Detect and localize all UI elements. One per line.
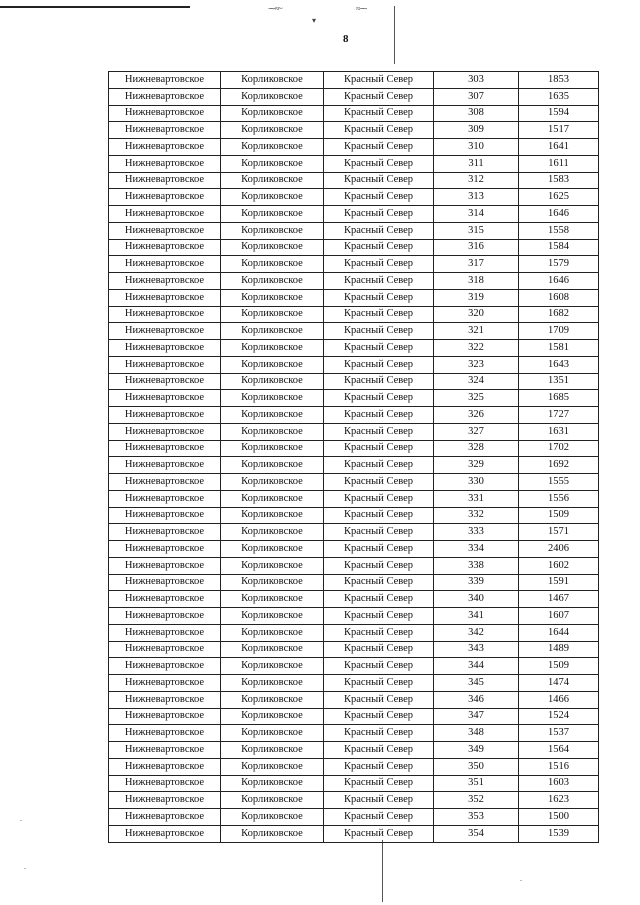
- district-cell: Нижневартовское: [109, 390, 221, 407]
- number-cell: 319: [434, 289, 519, 306]
- value-cell: 1646: [519, 273, 599, 290]
- value-cell: 1466: [519, 691, 599, 708]
- settlement-cell: Красный Север: [324, 155, 434, 172]
- number-cell: 344: [434, 658, 519, 675]
- table-row: [109, 524, 599, 541]
- number-cell: 351: [434, 775, 519, 792]
- value-cell: 1489: [519, 641, 599, 658]
- value-cell: 1692: [519, 457, 599, 474]
- number-cell: 311: [434, 155, 519, 172]
- top-rule: [0, 6, 190, 8]
- table-row: [109, 641, 599, 658]
- settlement-cell: Красный Север: [324, 725, 434, 742]
- number-cell: 326: [434, 407, 519, 424]
- field-cell: Корликовское: [221, 172, 324, 189]
- value-cell: 1702: [519, 440, 599, 457]
- number-cell: 338: [434, 557, 519, 574]
- scan-speck: [24, 868, 26, 869]
- table-row: [109, 708, 599, 725]
- settlement-cell: Красный Север: [324, 624, 434, 641]
- district-cell: Нижневартовское: [109, 172, 221, 189]
- district-cell: Нижневартовское: [109, 591, 221, 608]
- district-cell: Нижневартовское: [109, 407, 221, 424]
- district-cell: Нижневартовское: [109, 624, 221, 641]
- field-cell: Корликовское: [221, 591, 324, 608]
- value-cell: 1509: [519, 658, 599, 675]
- number-cell: 310: [434, 139, 519, 156]
- settlement-cell: Красный Север: [324, 239, 434, 256]
- field-cell: Корликовское: [221, 792, 324, 809]
- district-cell: Нижневартовское: [109, 658, 221, 675]
- settlement-cell: Красный Север: [324, 457, 434, 474]
- district-cell: Нижневартовское: [109, 524, 221, 541]
- table-row: [109, 490, 599, 507]
- table-row: [109, 658, 599, 675]
- district-cell: Нижневартовское: [109, 273, 221, 290]
- settlement-cell: Красный Север: [324, 72, 434, 89]
- number-cell: 307: [434, 88, 519, 105]
- value-cell: 1351: [519, 373, 599, 390]
- table-row: [109, 122, 599, 139]
- page-number: 8: [343, 33, 349, 45]
- field-cell: Корликовское: [221, 507, 324, 524]
- district-cell: Нижневартовское: [109, 675, 221, 692]
- table-row: [109, 172, 599, 189]
- number-cell: 309: [434, 122, 519, 139]
- settlement-cell: Красный Север: [324, 608, 434, 625]
- field-cell: Корликовское: [221, 474, 324, 491]
- value-cell: 1602: [519, 557, 599, 574]
- fold-line-bottom: [382, 840, 383, 902]
- district-cell: Нижневартовское: [109, 356, 221, 373]
- district-cell: Нижневартовское: [109, 507, 221, 524]
- field-cell: Корликовское: [221, 105, 324, 122]
- settlement-cell: Красный Север: [324, 742, 434, 759]
- value-cell: 1641: [519, 139, 599, 156]
- settlement-cell: Красный Север: [324, 507, 434, 524]
- settlement-cell: Красный Север: [324, 289, 434, 306]
- field-cell: Корликовское: [221, 775, 324, 792]
- field-cell: Корликовское: [221, 88, 324, 105]
- number-cell: 352: [434, 792, 519, 809]
- value-cell: 1509: [519, 507, 599, 524]
- field-cell: Корликовское: [221, 440, 324, 457]
- number-cell: 329: [434, 457, 519, 474]
- value-cell: 2406: [519, 541, 599, 558]
- field-cell: Корликовское: [221, 273, 324, 290]
- district-cell: Нижневартовское: [109, 373, 221, 390]
- field-cell: Корликовское: [221, 256, 324, 273]
- field-cell: Корликовское: [221, 708, 324, 725]
- table-row: [109, 88, 599, 105]
- settlement-cell: Красный Север: [324, 758, 434, 775]
- settlement-cell: Красный Север: [324, 356, 434, 373]
- settlement-cell: Красный Север: [324, 407, 434, 424]
- field-cell: Корликовское: [221, 423, 324, 440]
- value-cell: 1682: [519, 306, 599, 323]
- value-cell: 1517: [519, 122, 599, 139]
- table-row: [109, 239, 599, 256]
- number-cell: 324: [434, 373, 519, 390]
- field-cell: Корликовское: [221, 742, 324, 759]
- field-cell: Корликовское: [221, 557, 324, 574]
- number-cell: 348: [434, 725, 519, 742]
- district-cell: Нижневартовское: [109, 239, 221, 256]
- settlement-cell: Красный Север: [324, 172, 434, 189]
- district-cell: Нижневартовское: [109, 72, 221, 89]
- table-row: [109, 624, 599, 641]
- table-row: [109, 373, 599, 390]
- settlement-cell: Красный Север: [324, 440, 434, 457]
- field-cell: Корликовское: [221, 675, 324, 692]
- district-cell: Нижневартовское: [109, 139, 221, 156]
- field-cell: Корликовское: [221, 825, 324, 842]
- table-row: [109, 775, 599, 792]
- field-cell: Корликовское: [221, 289, 324, 306]
- scan-artifact: ≈⁓: [356, 4, 367, 13]
- table-row: [109, 256, 599, 273]
- district-cell: Нижневартовское: [109, 457, 221, 474]
- field-cell: Корликовское: [221, 457, 324, 474]
- number-cell: 328: [434, 440, 519, 457]
- table-row: [109, 541, 599, 558]
- field-cell: Корликовское: [221, 758, 324, 775]
- number-cell: 346: [434, 691, 519, 708]
- field-cell: Корликовское: [221, 490, 324, 507]
- value-cell: 1539: [519, 825, 599, 842]
- settlement-cell: Красный Север: [324, 775, 434, 792]
- district-cell: Нижневартовское: [109, 708, 221, 725]
- number-cell: 308: [434, 105, 519, 122]
- settlement-cell: Красный Север: [324, 323, 434, 340]
- settlement-cell: Красный Север: [324, 122, 434, 139]
- value-cell: 1594: [519, 105, 599, 122]
- table-row: [109, 289, 599, 306]
- field-cell: Корликовское: [221, 72, 324, 89]
- value-cell: 1611: [519, 155, 599, 172]
- district-cell: Нижневартовское: [109, 289, 221, 306]
- number-cell: 339: [434, 574, 519, 591]
- value-cell: 1516: [519, 758, 599, 775]
- table-row: [109, 139, 599, 156]
- fold-line-top: [394, 6, 395, 64]
- number-cell: 341: [434, 608, 519, 625]
- value-cell: 1500: [519, 809, 599, 826]
- value-cell: 1625: [519, 189, 599, 206]
- table-row: [109, 474, 599, 491]
- number-cell: 327: [434, 423, 519, 440]
- number-cell: 315: [434, 222, 519, 239]
- field-cell: Корликовское: [221, 189, 324, 206]
- table-row: [109, 742, 599, 759]
- value-cell: 1555: [519, 474, 599, 491]
- field-cell: Корликовское: [221, 691, 324, 708]
- scan-speck: [20, 820, 22, 821]
- district-cell: Нижневартовское: [109, 423, 221, 440]
- value-cell: 1644: [519, 624, 599, 641]
- table-row: [109, 356, 599, 373]
- settlement-cell: Красный Север: [324, 256, 434, 273]
- value-cell: 1556: [519, 490, 599, 507]
- field-cell: Корликовское: [221, 206, 324, 223]
- field-cell: Корликовское: [221, 323, 324, 340]
- settlement-cell: Красный Север: [324, 474, 434, 491]
- field-cell: Корликовское: [221, 624, 324, 641]
- district-cell: Нижневартовское: [109, 758, 221, 775]
- district-cell: Нижневартовское: [109, 490, 221, 507]
- number-cell: 316: [434, 239, 519, 256]
- settlement-cell: Красный Север: [324, 809, 434, 826]
- table-row: [109, 608, 599, 625]
- table-row: [109, 809, 599, 826]
- table-row: [109, 323, 599, 340]
- settlement-cell: Красный Север: [324, 105, 434, 122]
- settlement-cell: Красный Север: [324, 88, 434, 105]
- district-cell: Нижневартовское: [109, 641, 221, 658]
- value-cell: 1558: [519, 222, 599, 239]
- settlement-cell: Красный Север: [324, 541, 434, 558]
- number-cell: 303: [434, 72, 519, 89]
- number-cell: 317: [434, 256, 519, 273]
- table-row: [109, 189, 599, 206]
- value-cell: 1579: [519, 256, 599, 273]
- value-cell: 1603: [519, 775, 599, 792]
- table-row: [109, 340, 599, 357]
- field-cell: Корликовское: [221, 390, 324, 407]
- district-cell: Нижневартовское: [109, 306, 221, 323]
- number-cell: 349: [434, 742, 519, 759]
- settlement-cell: Красный Север: [324, 189, 434, 206]
- table-row: [109, 557, 599, 574]
- settlement-cell: Красный Север: [324, 273, 434, 290]
- value-cell: 1474: [519, 675, 599, 692]
- district-cell: Нижневартовское: [109, 474, 221, 491]
- field-cell: Корликовское: [221, 725, 324, 742]
- district-cell: Нижневартовское: [109, 742, 221, 759]
- scan-artifact: ⁓≈~: [268, 4, 282, 13]
- settlement-cell: Красный Север: [324, 373, 434, 390]
- settlement-cell: Красный Север: [324, 658, 434, 675]
- table-row: [109, 725, 599, 742]
- table-row: [109, 691, 599, 708]
- value-cell: 1623: [519, 792, 599, 809]
- value-cell: 1581: [519, 340, 599, 357]
- value-cell: 1685: [519, 390, 599, 407]
- settlement-cell: Красный Север: [324, 490, 434, 507]
- field-cell: Корликовское: [221, 340, 324, 357]
- table-row: [109, 675, 599, 692]
- settlement-cell: Красный Север: [324, 139, 434, 156]
- field-cell: Корликовское: [221, 139, 324, 156]
- table-row: [109, 440, 599, 457]
- district-cell: Нижневартовское: [109, 725, 221, 742]
- settlement-cell: Красный Север: [324, 222, 434, 239]
- value-cell: 1524: [519, 708, 599, 725]
- table-row: [109, 222, 599, 239]
- number-cell: 350: [434, 758, 519, 775]
- settlement-cell: Красный Север: [324, 524, 434, 541]
- field-cell: Корликовское: [221, 306, 324, 323]
- table-row: [109, 105, 599, 122]
- district-cell: Нижневартовское: [109, 340, 221, 357]
- table-row: [109, 423, 599, 440]
- district-cell: Нижневартовское: [109, 574, 221, 591]
- field-cell: Корликовское: [221, 524, 324, 541]
- settlement-cell: Красный Север: [324, 825, 434, 842]
- table-row: [109, 574, 599, 591]
- value-cell: 1591: [519, 574, 599, 591]
- settlement-cell: Красный Север: [324, 340, 434, 357]
- number-cell: 313: [434, 189, 519, 206]
- table-body: [109, 72, 599, 843]
- settlement-cell: Красный Север: [324, 423, 434, 440]
- district-cell: Нижневартовское: [109, 440, 221, 457]
- number-cell: 334: [434, 541, 519, 558]
- value-cell: 1646: [519, 206, 599, 223]
- district-cell: Нижневартовское: [109, 222, 221, 239]
- value-cell: 1584: [519, 239, 599, 256]
- field-cell: Корликовское: [221, 155, 324, 172]
- table-row: [109, 507, 599, 524]
- number-cell: 333: [434, 524, 519, 541]
- table-row: [109, 206, 599, 223]
- number-cell: 322: [434, 340, 519, 357]
- value-cell: 1635: [519, 88, 599, 105]
- field-cell: Корликовское: [221, 222, 324, 239]
- value-cell: 1607: [519, 608, 599, 625]
- value-cell: 1727: [519, 407, 599, 424]
- district-cell: Нижневартовское: [109, 206, 221, 223]
- value-cell: 1853: [519, 72, 599, 89]
- district-cell: Нижневартовское: [109, 105, 221, 122]
- field-cell: Корликовское: [221, 373, 324, 390]
- settlement-cell: Красный Север: [324, 306, 434, 323]
- number-cell: 318: [434, 273, 519, 290]
- value-cell: 1643: [519, 356, 599, 373]
- scan-speck: [520, 880, 522, 881]
- settlement-cell: Красный Север: [324, 792, 434, 809]
- number-cell: 332: [434, 507, 519, 524]
- number-cell: 320: [434, 306, 519, 323]
- settlement-cell: Красный Север: [324, 591, 434, 608]
- district-cell: Нижневартовское: [109, 775, 221, 792]
- district-cell: Нижневартовское: [109, 541, 221, 558]
- number-cell: 345: [434, 675, 519, 692]
- table-row: [109, 273, 599, 290]
- value-cell: 1467: [519, 591, 599, 608]
- settlement-cell: Красный Север: [324, 708, 434, 725]
- district-cell: Нижневартовское: [109, 792, 221, 809]
- number-cell: 330: [434, 474, 519, 491]
- table-row: [109, 758, 599, 775]
- value-cell: 1709: [519, 323, 599, 340]
- settlement-cell: Красный Север: [324, 206, 434, 223]
- value-cell: 1564: [519, 742, 599, 759]
- number-cell: 323: [434, 356, 519, 373]
- settlement-cell: Красный Север: [324, 574, 434, 591]
- district-cell: Нижневартовское: [109, 825, 221, 842]
- table-row: [109, 390, 599, 407]
- field-cell: Корликовское: [221, 541, 324, 558]
- number-cell: 331: [434, 490, 519, 507]
- district-cell: Нижневартовское: [109, 189, 221, 206]
- value-cell: 1571: [519, 524, 599, 541]
- table-row: [109, 155, 599, 172]
- district-cell: Нижневартовское: [109, 608, 221, 625]
- table-row: [109, 306, 599, 323]
- field-cell: Корликовское: [221, 608, 324, 625]
- table-row: [109, 792, 599, 809]
- field-cell: Корликовское: [221, 239, 324, 256]
- district-cell: Нижневартовское: [109, 557, 221, 574]
- number-cell: 314: [434, 206, 519, 223]
- settlement-cell: Красный Север: [324, 641, 434, 658]
- number-cell: 342: [434, 624, 519, 641]
- table-row: [109, 591, 599, 608]
- number-cell: 353: [434, 809, 519, 826]
- number-cell: 340: [434, 591, 519, 608]
- district-cell: Нижневартовское: [109, 88, 221, 105]
- table-row: [109, 72, 599, 89]
- number-cell: 325: [434, 390, 519, 407]
- table-row: [109, 825, 599, 842]
- settlement-cell: Красный Север: [324, 691, 434, 708]
- value-cell: 1537: [519, 725, 599, 742]
- number-cell: 321: [434, 323, 519, 340]
- field-cell: Корликовское: [221, 574, 324, 591]
- district-cell: Нижневартовское: [109, 809, 221, 826]
- number-cell: 312: [434, 172, 519, 189]
- value-cell: 1631: [519, 423, 599, 440]
- table-row: [109, 457, 599, 474]
- field-cell: Корликовское: [221, 407, 324, 424]
- scan-artifact: ▾: [312, 16, 316, 25]
- district-cell: Нижневартовское: [109, 323, 221, 340]
- field-cell: Корликовское: [221, 658, 324, 675]
- field-cell: Корликовское: [221, 641, 324, 658]
- settlement-cell: Красный Север: [324, 557, 434, 574]
- settlement-cell: Красный Север: [324, 390, 434, 407]
- field-cell: Корликовское: [221, 809, 324, 826]
- settlement-cell: Красный Север: [324, 675, 434, 692]
- number-cell: 347: [434, 708, 519, 725]
- district-cell: Нижневартовское: [109, 155, 221, 172]
- district-cell: Нижневартовское: [109, 122, 221, 139]
- district-cell: Нижневартовское: [109, 691, 221, 708]
- data-table: [108, 71, 599, 843]
- table-row: [109, 407, 599, 424]
- number-cell: 354: [434, 825, 519, 842]
- number-cell: 343: [434, 641, 519, 658]
- district-cell: Нижневартовское: [109, 256, 221, 273]
- field-cell: Корликовское: [221, 122, 324, 139]
- value-cell: 1583: [519, 172, 599, 189]
- value-cell: 1608: [519, 289, 599, 306]
- field-cell: Корликовское: [221, 356, 324, 373]
